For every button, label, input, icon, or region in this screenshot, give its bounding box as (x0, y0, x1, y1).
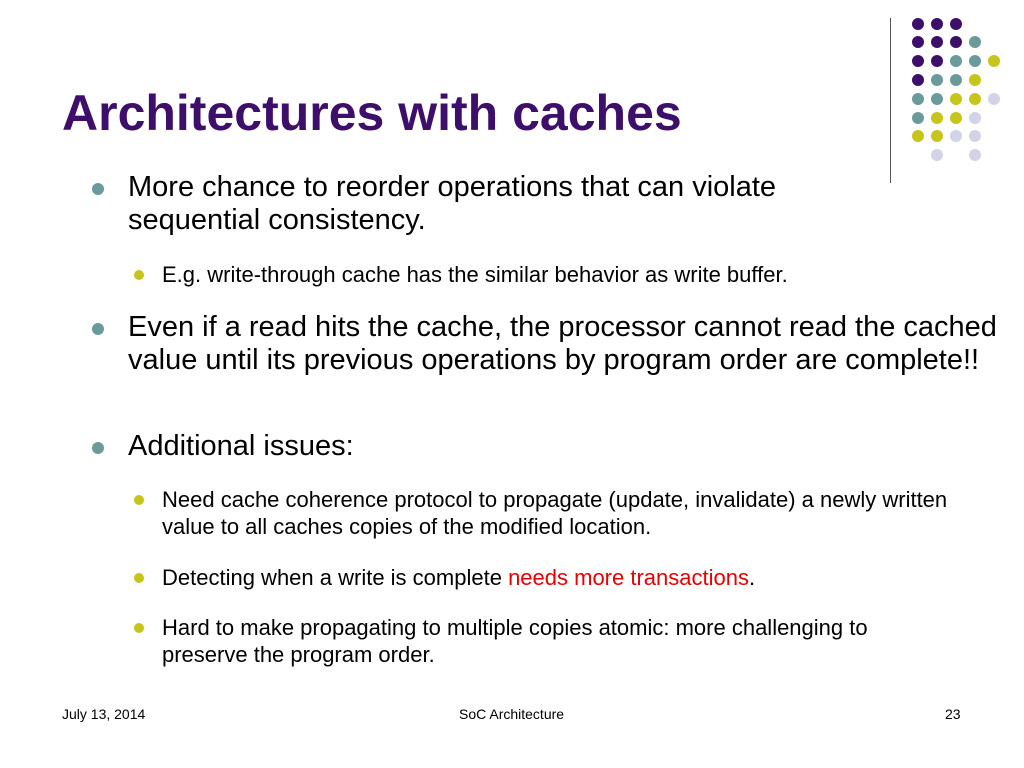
dot (912, 36, 924, 48)
dot (950, 130, 962, 142)
slide-number: 23 (945, 706, 961, 722)
dot (931, 149, 943, 161)
dot (969, 130, 981, 142)
bullet-item: More chance to reorder operations that can violate sequential consistency. (128, 171, 898, 237)
dot (950, 18, 962, 30)
sub-bullet-item (162, 564, 992, 591)
dot (950, 93, 962, 105)
dot (969, 74, 981, 86)
dot (931, 112, 943, 124)
dot (912, 74, 924, 86)
slide-title: Architectures with caches (62, 85, 682, 141)
dot (969, 93, 981, 105)
dot (931, 55, 943, 67)
footer-title: SoC Architecture (459, 706, 565, 722)
dot (912, 18, 924, 30)
sub-bullet-item: Hard to make propagating to multiple copies atomic: more challenging to preserve the program order. (162, 614, 922, 668)
decorative-dot-grid (0, 0, 1024, 180)
bullet-item: Additional issues: (128, 430, 898, 463)
dot (950, 112, 962, 124)
dot (969, 55, 981, 67)
dot (931, 18, 943, 30)
dot (931, 130, 943, 142)
dot (950, 55, 962, 67)
dot (988, 93, 1000, 105)
dot (988, 55, 1000, 67)
highlighted-text: needs more transactions (508, 565, 749, 590)
sub-bullet-item: E.g. write-through cache has the similar behavior as write buffer. (162, 261, 992, 288)
dot (931, 36, 943, 48)
sub-bullet-text: Detecting when a write is complete (162, 565, 509, 590)
dot (912, 130, 924, 142)
dot (950, 74, 962, 86)
footer-date: July 13, 2014 (62, 706, 146, 722)
sub-bullet-item: Need cache coherence protocol to propagate (update, invalidate) a newly written value to all caches copies of the modified location. (162, 486, 1002, 540)
sub-bullet-text: . (748, 565, 756, 590)
dot (912, 112, 924, 124)
dot (969, 149, 981, 161)
dot (931, 74, 943, 86)
dot (912, 55, 924, 67)
bullet-item: Even if a read hits the cache, the processor cannot read the cached value until its previous operations by program order are complete!! (128, 311, 997, 376)
dot (912, 93, 924, 105)
dot (969, 36, 981, 48)
dot (931, 93, 943, 105)
dot (950, 36, 962, 48)
dot (969, 112, 981, 124)
